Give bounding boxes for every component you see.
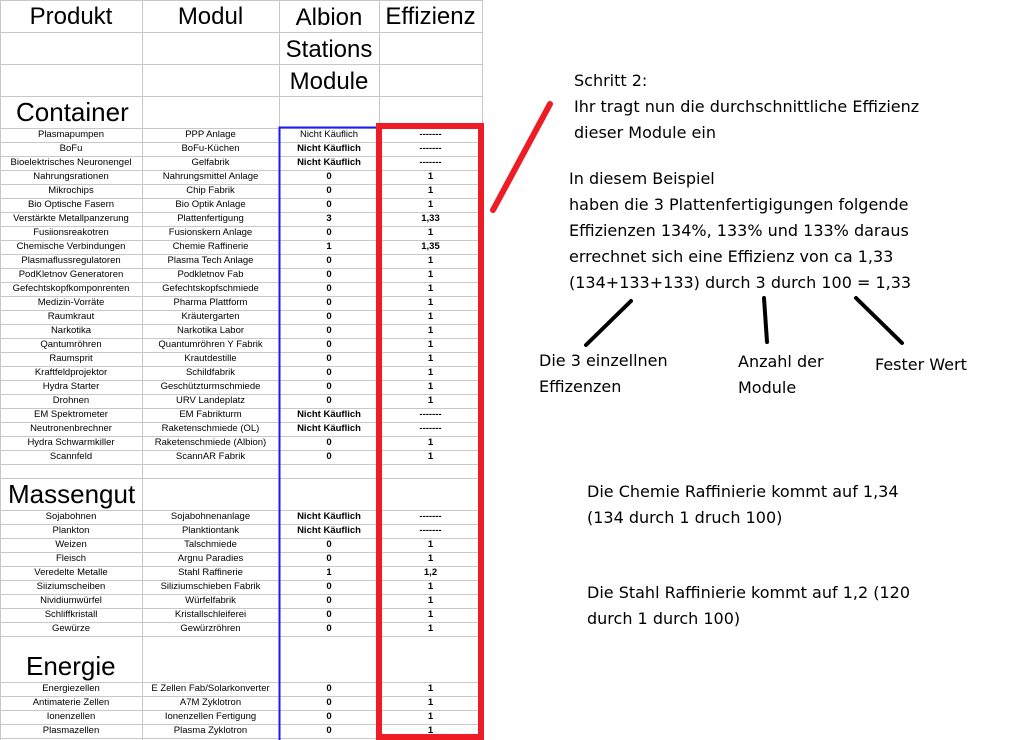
red-pointer-line bbox=[493, 104, 550, 210]
cell-eff: 1 bbox=[427, 353, 434, 364]
cell-eff: 1 bbox=[427, 595, 434, 606]
cell-albion: 0 bbox=[326, 711, 332, 722]
cell-albion: 0 bbox=[326, 325, 332, 336]
cell-modul: Quantumröhren Y Fabrik bbox=[158, 339, 263, 350]
note-chemie bbox=[587, 479, 899, 531]
cell-albion: 0 bbox=[326, 227, 332, 238]
cell-albion: Nicht Käuflich bbox=[297, 525, 361, 536]
cell-produkt: Antimaterie Zellen bbox=[32, 697, 110, 708]
cell-modul: E Zellen Fab/Solarkonverter bbox=[151, 683, 270, 694]
cell-produkt: Mikrochips bbox=[48, 185, 94, 196]
cell-albion: 0 bbox=[326, 725, 332, 736]
cell-eff: 1 bbox=[427, 437, 434, 448]
cell-produkt: Ionenzellen bbox=[46, 711, 96, 722]
cell-albion: 0 bbox=[326, 381, 332, 392]
cell-produkt: BoFu bbox=[59, 143, 83, 154]
cell-produkt: Schliffkristall bbox=[44, 609, 98, 620]
cell-produkt: Gewürze bbox=[51, 623, 90, 634]
note-line: (134+133+133) durch 3 durch 100 = 1,33 bbox=[569, 273, 912, 292]
cell-produkt: Plasmaflussregulatoren bbox=[21, 255, 121, 266]
cell-albion: 0 bbox=[326, 553, 332, 564]
cell-albion: Nicht Käuflich bbox=[297, 157, 361, 168]
cell-albion: Nicht Käuflich bbox=[297, 409, 361, 420]
cell-produkt: Qantumröhren bbox=[40, 339, 102, 350]
cell-eff: ------- bbox=[419, 409, 442, 420]
cell-eff: 1 bbox=[427, 725, 434, 736]
cell-eff: 1 bbox=[427, 339, 434, 350]
header-modul: Modul bbox=[177, 3, 244, 30]
cell-modul: Plasma Zyklotron bbox=[173, 725, 248, 736]
note-line: Die 3 einzellnen bbox=[539, 351, 668, 370]
note-line: Ihr tragt nun die durchschnittliche Effizienz bbox=[574, 97, 920, 116]
cell-eff: 1 bbox=[427, 269, 434, 280]
cell-modul: Stahl Raffinerie bbox=[178, 567, 243, 578]
cell-eff: ------- bbox=[419, 511, 442, 522]
cell-modul: BoFu-Küchen bbox=[181, 143, 240, 154]
cell-modul: Chemie Raffinerie bbox=[172, 241, 249, 252]
cell-albion: Nicht Käuflich bbox=[299, 129, 359, 140]
cell-albion: 3 bbox=[326, 213, 332, 224]
cell-produkt: Plasmapumpen bbox=[37, 129, 104, 140]
pointer-fester-wert bbox=[856, 298, 902, 343]
cell-albion: 0 bbox=[326, 595, 332, 606]
cell-produkt: Plasmazellen bbox=[42, 725, 100, 736]
note-line: Effizenzen bbox=[539, 377, 622, 396]
cell-albion: 0 bbox=[326, 199, 332, 210]
cell-modul: Plasma Tech Anlage bbox=[167, 255, 254, 266]
cell-eff: 1 bbox=[427, 283, 434, 294]
cell-albion: 1 bbox=[326, 567, 332, 578]
cell-modul: Gelfabrik bbox=[191, 157, 230, 168]
cell-modul: Pharma Plattform bbox=[173, 297, 248, 308]
note-line: haben die 3 Plattenfertigigungen folgende bbox=[569, 195, 909, 214]
cell-albion: 0 bbox=[326, 451, 332, 462]
cell-modul: Würfelfabrik bbox=[185, 595, 236, 606]
cell-eff: 1,33 bbox=[421, 213, 440, 224]
cell-produkt: Raumsprit bbox=[49, 353, 93, 364]
cell-modul: Gefechtskopfschmiede bbox=[162, 283, 259, 294]
cell-eff: ------- bbox=[419, 525, 442, 536]
cell-modul: Narkotika Labor bbox=[176, 325, 245, 336]
header-albion-line-2: Stations bbox=[285, 36, 373, 63]
cell-eff: 1,2 bbox=[423, 567, 438, 578]
section-title: Energie bbox=[26, 651, 116, 681]
cell-albion: 0 bbox=[326, 269, 332, 280]
cell-albion: 0 bbox=[326, 581, 332, 592]
cell-modul: Raketenschmiede (OL) bbox=[161, 423, 260, 434]
cell-eff: 1 bbox=[427, 199, 434, 210]
cell-albion: 0 bbox=[326, 311, 332, 322]
cell-modul: Kristallschleiferei bbox=[174, 609, 247, 620]
cell-albion: 0 bbox=[326, 539, 332, 550]
cell-eff: ------- bbox=[419, 157, 442, 168]
section-title: Massengut bbox=[8, 479, 136, 509]
cell-albion: 0 bbox=[326, 697, 332, 708]
cell-eff: 1 bbox=[427, 255, 434, 266]
cell-modul: Krautdestille bbox=[184, 353, 237, 364]
note-line: In diesem Beispiel bbox=[569, 169, 715, 188]
cell-produkt: Hydra Schwarmkiller bbox=[27, 437, 115, 448]
cell-modul: Planktiontank bbox=[181, 525, 240, 536]
cell-eff: 1 bbox=[427, 609, 434, 620]
cell-modul: Bio Optik Anlage bbox=[175, 199, 246, 210]
header-albion-line-3: Module bbox=[289, 68, 369, 95]
cell-eff: 1 bbox=[427, 297, 434, 308]
label-einzelne-effizienzen bbox=[539, 348, 668, 400]
cell-eff: ------- bbox=[419, 423, 442, 434]
cell-modul: Chip Fabrik bbox=[186, 185, 235, 196]
label-fester-wert bbox=[875, 352, 967, 378]
header-effizienz: Effizienz bbox=[385, 3, 476, 30]
cell-eff: 1 bbox=[427, 325, 434, 336]
cell-modul: Ionenzellen Fertigung bbox=[164, 711, 257, 722]
cell-modul: Raketenschmiede (Albion) bbox=[154, 437, 267, 448]
cell-albion: Nicht Käuflich bbox=[297, 423, 361, 434]
cell-eff: 1 bbox=[427, 381, 434, 392]
cell-produkt: Verstärkte Metallpanzerung bbox=[13, 213, 129, 224]
cell-eff: 1 bbox=[427, 697, 434, 708]
cell-produkt: Bioelektrisches Neuronengel bbox=[10, 157, 132, 168]
cell-produkt: EM Spektrometer bbox=[34, 409, 108, 420]
cell-albion: 0 bbox=[326, 367, 332, 378]
cell-produkt: Nividiumwürfel bbox=[40, 595, 102, 606]
cell-produkt: Fleisch bbox=[55, 553, 87, 564]
cell-modul: Talschmiede bbox=[184, 539, 237, 550]
note-line: Die Stahl Raffinierie kommt auf 1,2 (120 bbox=[587, 583, 911, 602]
cell-produkt: Siiziumscheiben bbox=[36, 581, 106, 592]
cell-produkt: PodKletnov Generatoren bbox=[18, 269, 124, 280]
cell-eff: 1 bbox=[427, 367, 434, 378]
cell-produkt: Kraftfeldprojektor bbox=[34, 367, 108, 378]
cell-albion: Nicht Käuflich bbox=[297, 511, 361, 522]
cell-eff: 1 bbox=[427, 711, 434, 722]
label-anzahl-module bbox=[738, 349, 824, 401]
cell-eff: 1 bbox=[427, 581, 434, 592]
note-line: dieser Module ein bbox=[574, 123, 716, 142]
cell-produkt: Hydra Starter bbox=[42, 381, 100, 392]
cell-produkt: Chemische Verbindungen bbox=[16, 241, 126, 252]
cell-produkt: Fusiionsreakotren bbox=[33, 227, 109, 238]
cell-modul: Nahrungsmittel Anlage bbox=[162, 171, 259, 182]
cell-albion: 0 bbox=[326, 339, 332, 350]
cell-modul: URV Landeplatz bbox=[175, 395, 245, 406]
cell-produkt: Energiezellen bbox=[42, 683, 100, 694]
cell-modul: Argnu Paradies bbox=[177, 553, 244, 564]
cell-modul: Gewürzröhren bbox=[180, 623, 241, 634]
cell-produkt: Raumkraut bbox=[47, 311, 95, 322]
cell-modul: ScannAR Fabrik bbox=[175, 451, 246, 462]
cell-modul: Geschützturmschmiede bbox=[160, 381, 261, 392]
cell-produkt: Veredelte Metalle bbox=[34, 567, 108, 578]
cell-albion: Nicht Käuflich bbox=[297, 143, 361, 154]
cell-eff: 1 bbox=[427, 171, 434, 182]
cell-modul: PPP Anlage bbox=[185, 129, 236, 140]
cell-albion: 0 bbox=[326, 255, 332, 266]
cell-albion: 0 bbox=[326, 283, 332, 294]
cell-eff: 1,35 bbox=[421, 241, 440, 252]
section-title: Container bbox=[16, 97, 129, 127]
cell-eff: 1 bbox=[427, 539, 434, 550]
cell-eff: 1 bbox=[427, 623, 434, 634]
cell-eff: 1 bbox=[427, 227, 434, 238]
cell-produkt: Nahrungsrationen bbox=[33, 171, 109, 182]
cell-produkt: Drohnen bbox=[52, 395, 90, 406]
pointer-einzelne-effizienzen bbox=[586, 301, 631, 345]
cell-produkt: Sojabohnen bbox=[45, 511, 97, 522]
cell-albion: 0 bbox=[326, 353, 332, 364]
cell-albion: 0 bbox=[326, 623, 332, 634]
cell-eff: ------- bbox=[419, 129, 442, 140]
cell-eff: 1 bbox=[427, 185, 434, 196]
cell-produkt: Neutronenbrechner bbox=[30, 423, 112, 434]
note-line: (134 durch 1 druch 100) bbox=[587, 508, 783, 527]
note-line: Module bbox=[738, 378, 797, 397]
cell-produkt: Narkotika bbox=[50, 325, 92, 336]
note-line: durch 1 durch 100) bbox=[587, 609, 741, 628]
cell-produkt: Medizin-Vorräte bbox=[37, 297, 105, 308]
cell-albion: 0 bbox=[326, 683, 332, 694]
cell-eff: ------- bbox=[419, 143, 442, 154]
cell-modul: Sojabohnenanlage bbox=[170, 511, 251, 522]
cell-albion: 1 bbox=[326, 241, 332, 252]
cell-albion: 0 bbox=[326, 437, 332, 448]
cell-albion: 0 bbox=[326, 185, 332, 196]
cell-modul: Fusionskern Anlage bbox=[168, 227, 253, 238]
note-stahl bbox=[587, 580, 910, 632]
cell-eff: 1 bbox=[427, 395, 434, 406]
cell-produkt: Gefechtskopfkomponrenten bbox=[12, 283, 130, 294]
cell-modul: Kräutergarten bbox=[181, 311, 240, 322]
note-beispiel bbox=[569, 166, 911, 296]
cell-modul: EM Fabrikturm bbox=[179, 409, 242, 420]
pointer-anzahl-module bbox=[764, 298, 767, 342]
cell-albion: 0 bbox=[326, 171, 332, 182]
note-line: Fester Wert bbox=[875, 355, 967, 374]
cell-eff: 1 bbox=[427, 553, 434, 564]
cell-modul: A7M Zyklotron bbox=[179, 697, 242, 708]
note-schritt bbox=[574, 68, 919, 146]
cell-produkt: Weizen bbox=[55, 539, 87, 550]
cell-eff: 1 bbox=[427, 683, 434, 694]
cell-produkt: Scannfeld bbox=[49, 451, 93, 462]
cell-modul: Plattenfertigung bbox=[177, 213, 244, 224]
cell-modul: Podkletnov Fab bbox=[177, 269, 244, 280]
note-line: Anzahl der bbox=[738, 352, 824, 371]
cell-modul: Schildfabrik bbox=[185, 367, 236, 378]
note-line: Schritt 2: bbox=[574, 71, 648, 90]
cell-modul: Siliziumschieben Fabrik bbox=[160, 581, 261, 592]
cell-produkt: Plankton bbox=[52, 525, 90, 536]
header-produkt: Produkt bbox=[29, 3, 113, 30]
note-line: Die Chemie Raffinierie kommt auf 1,34 bbox=[587, 482, 899, 501]
header-albion-line-1: Albion bbox=[295, 4, 363, 31]
cell-produkt: Bio Optische Fasern bbox=[27, 199, 115, 210]
cell-eff: 1 bbox=[427, 311, 434, 322]
cell-albion: 0 bbox=[326, 609, 332, 620]
cell-eff: 1 bbox=[427, 451, 434, 462]
note-line: Effizienzen 134%, 133% und 133% daraus bbox=[569, 221, 909, 240]
cell-albion: 0 bbox=[326, 297, 332, 308]
note-line: errechnet sich eine Effizienz von ca 1,33 bbox=[569, 247, 894, 266]
cell-albion: 0 bbox=[326, 395, 332, 406]
